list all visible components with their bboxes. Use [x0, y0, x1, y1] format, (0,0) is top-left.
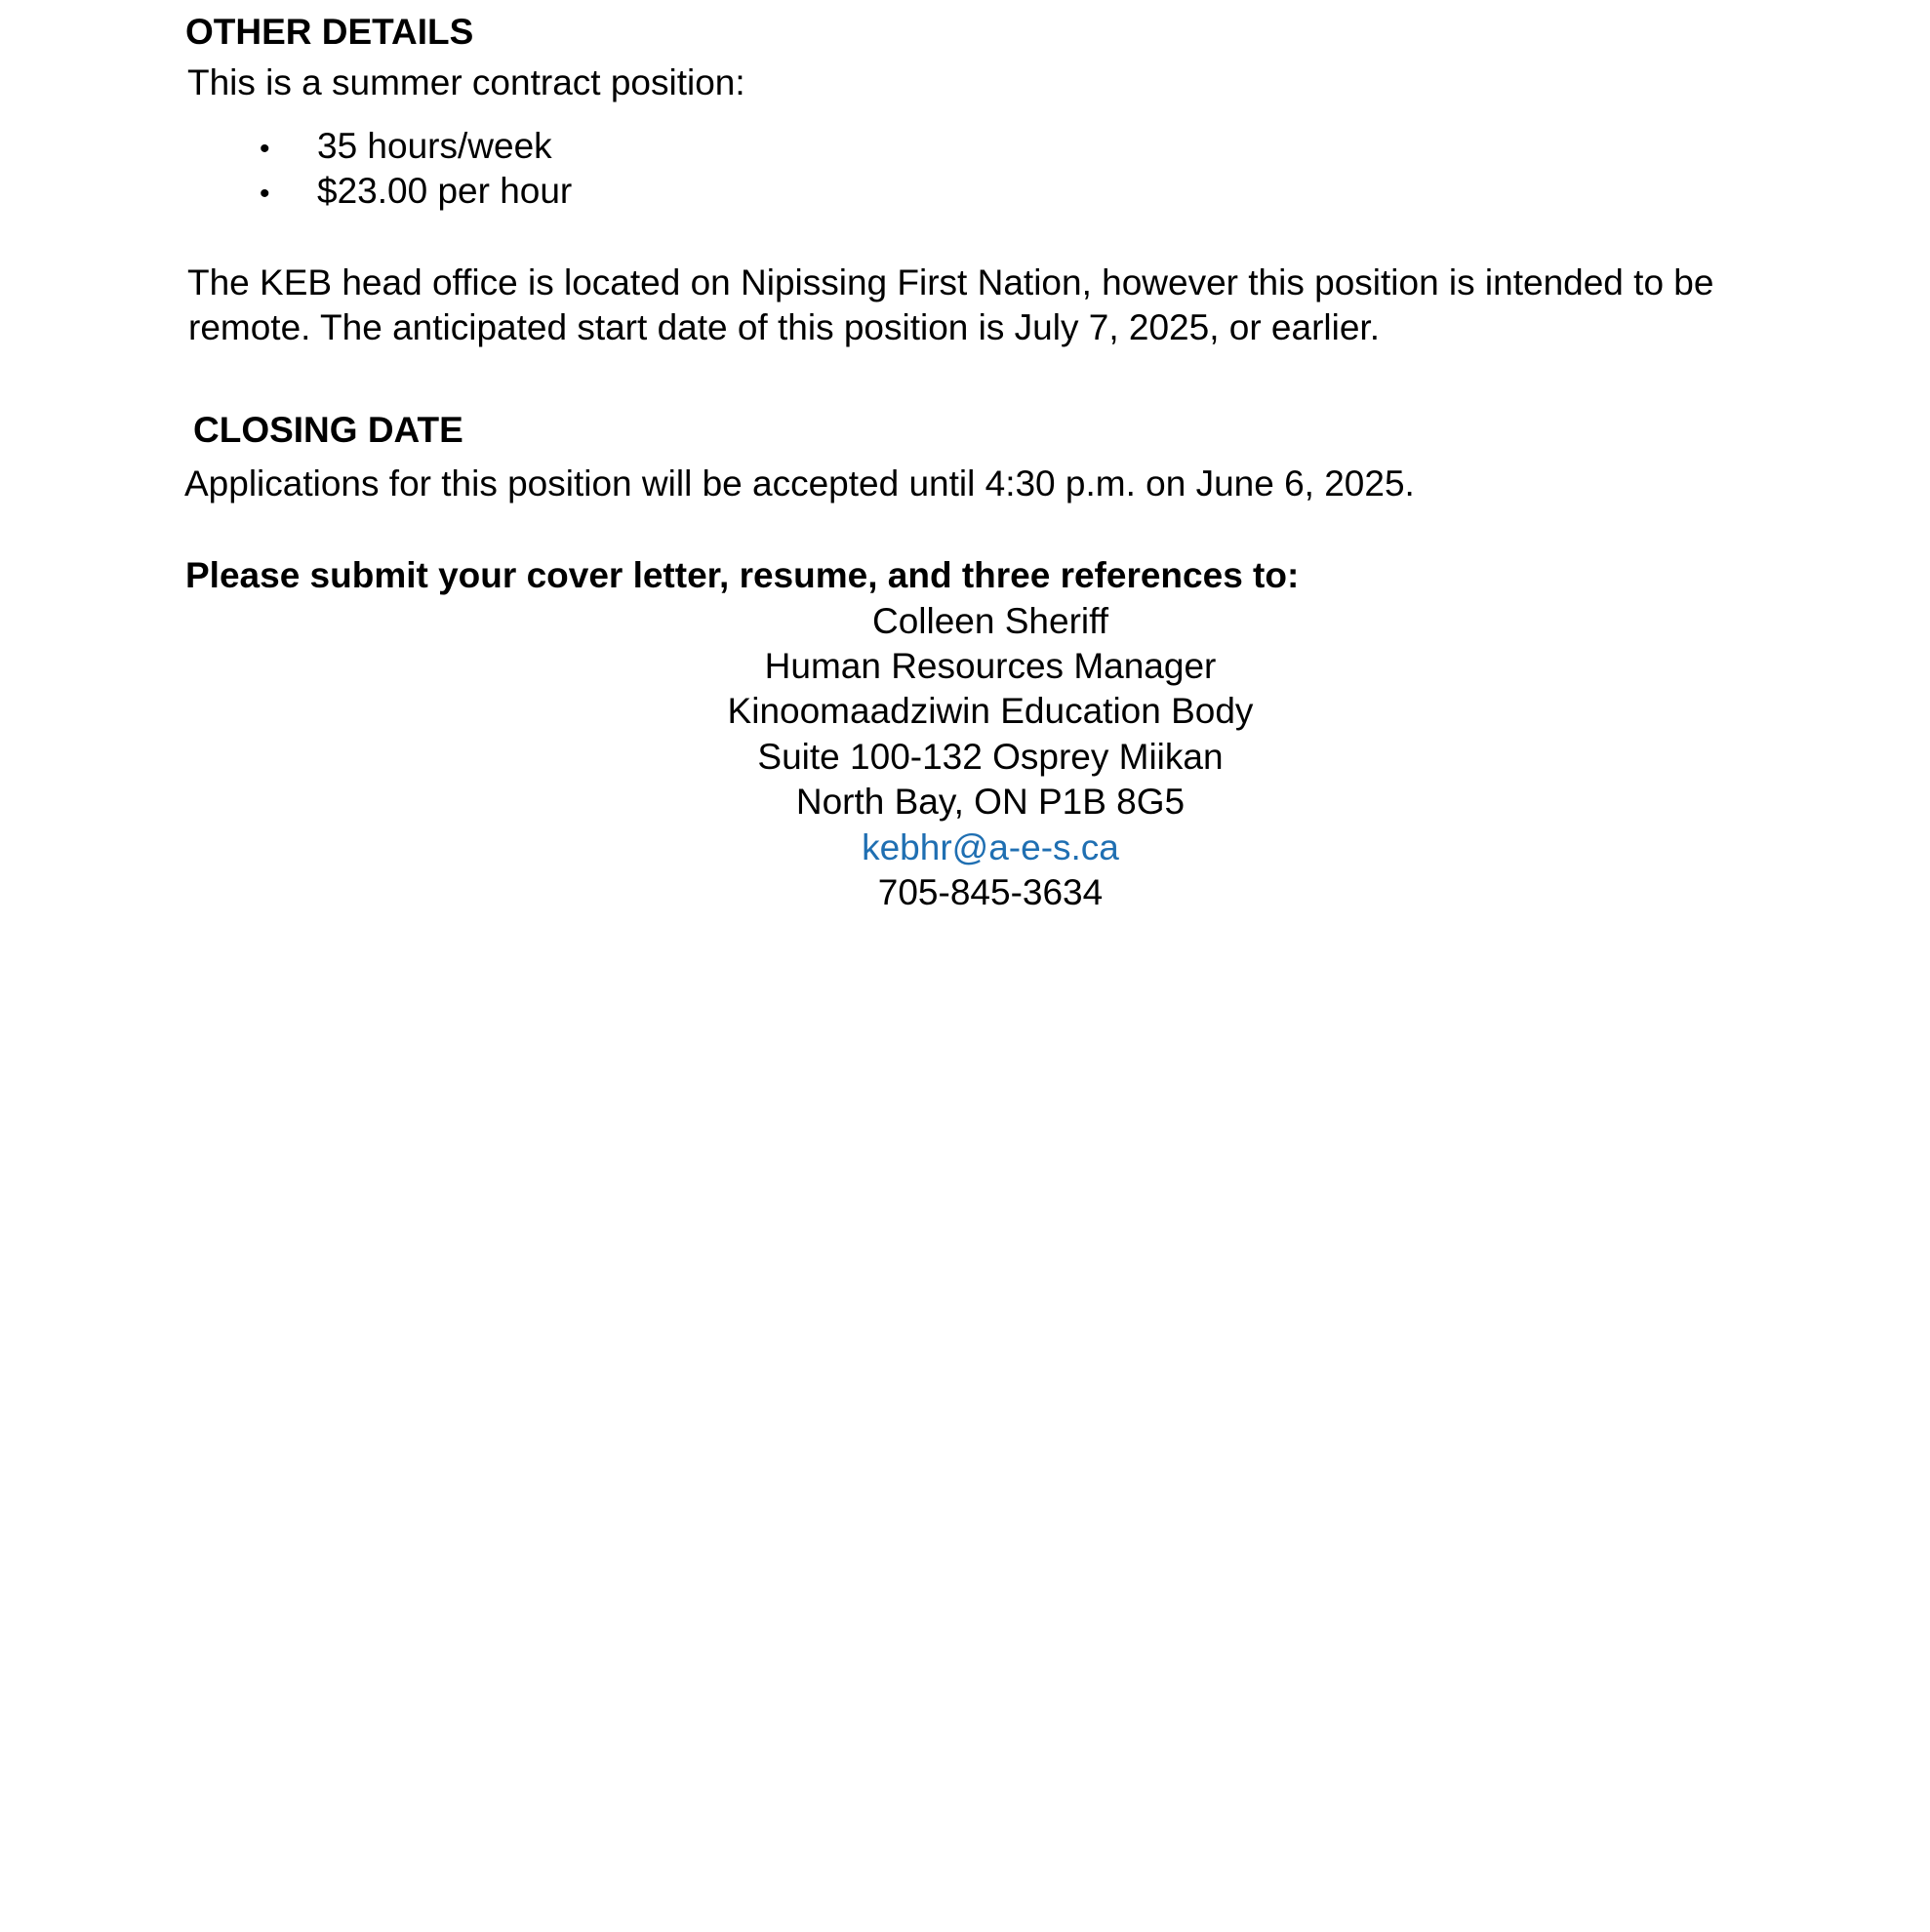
submission-instruction: Please submit your cover letter, resume, and three references to:	[185, 555, 1300, 595]
location-paragraph-line-2: remote. The anticipated start date of this position is July 7, 2025, or earlier.	[188, 307, 1380, 347]
closing-date-heading: CLOSING DATE	[193, 410, 463, 450]
contract-intro-text: This is a summer contract position:	[187, 62, 745, 102]
contact-organization: Kinoomaadziwin Education Body	[727, 691, 1254, 731]
contact-email-line	[0, 829, 1930, 865]
bullet-text-hours: 35 hours/week	[317, 126, 552, 166]
contact-name: Colleen Sheriff	[871, 601, 1109, 641]
contact-phone: 705-845-3634	[877, 872, 1104, 912]
other-details-heading: OTHER DETAILS	[185, 12, 474, 52]
bullet-icon: •	[260, 133, 270, 165]
location-paragraph-line-1: The KEB head office is located on Nipissing First Nation, however this position is intended to be	[187, 262, 1714, 302]
closing-date-text: Applications for this position will be accepted until 4:30 p.m. on June 6, 2025.	[184, 463, 1415, 503]
contact-address-line-2: North Bay, ON P1B 8G5	[795, 782, 1186, 822]
bullet-icon: •	[260, 178, 270, 210]
contact-email-link[interactable]: kebhr@a-e-s.ca	[862, 827, 1119, 867]
contact-title: Human Resources Manager	[764, 646, 1217, 686]
bullet-text-pay: $23.00 per hour	[317, 171, 573, 211]
contact-address-line-1: Suite 100-132 Osprey Miikan	[757, 737, 1224, 777]
